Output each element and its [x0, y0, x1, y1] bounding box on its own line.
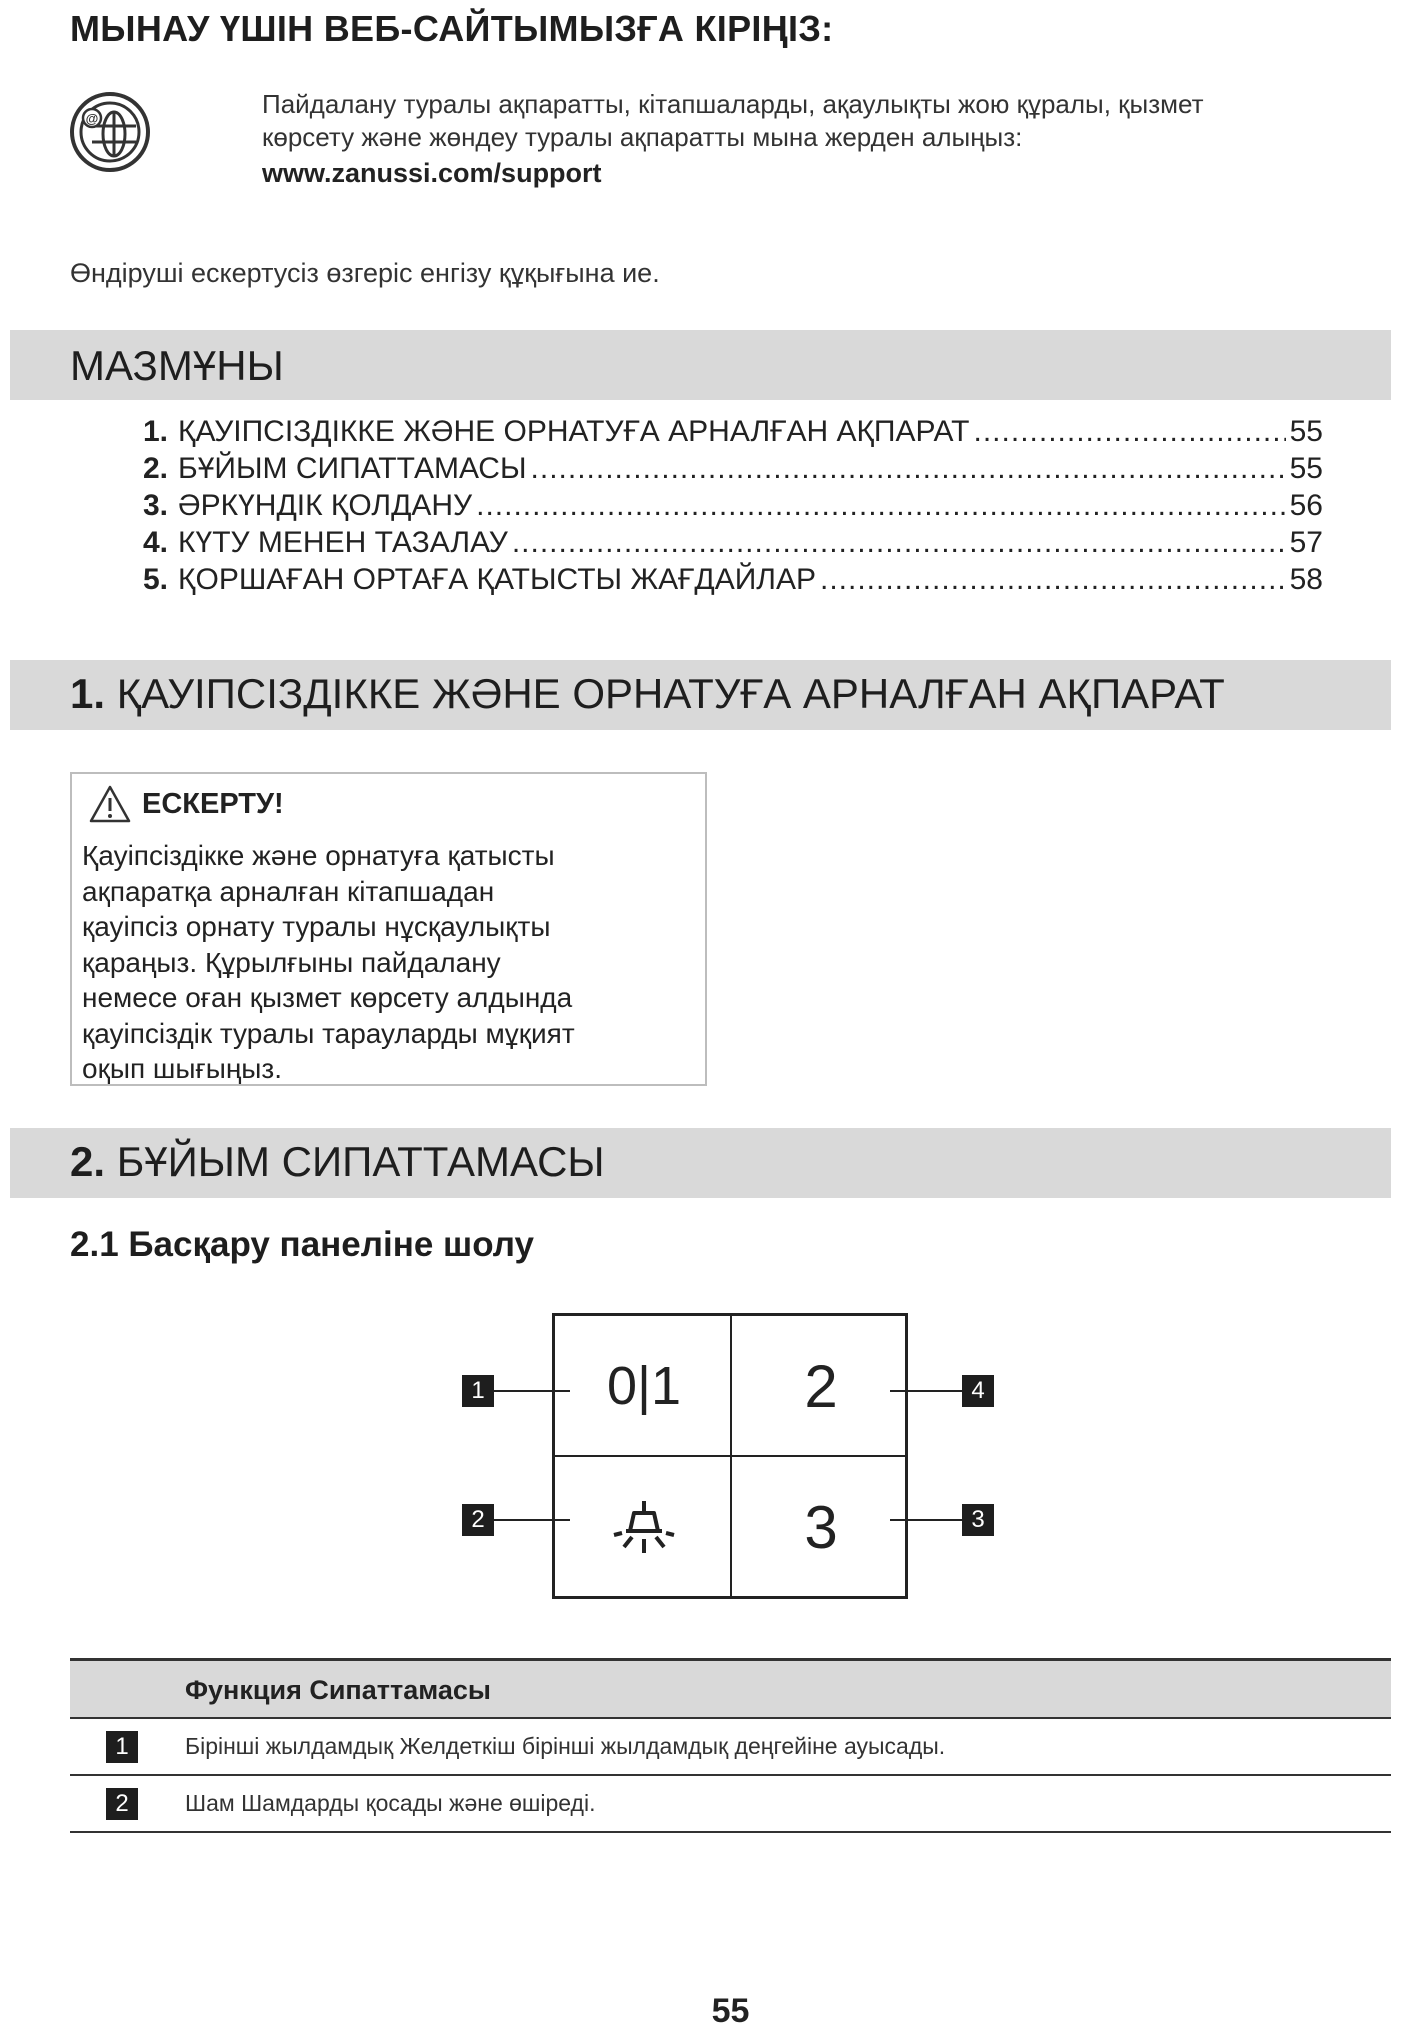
- toc-leader-dots: [820, 563, 1286, 597]
- callout-2: 2: [462, 1504, 494, 1536]
- speed-3-button[interactable]: 3: [804, 1493, 838, 1561]
- toc-item-label: ҚАУІПСІЗДІККЕ ЖӘНЕ ОРНАТУҒА АРНАЛҒАН АҚПАРАТ: [178, 415, 970, 448]
- toc-item[interactable]: [143, 563, 1323, 600]
- toc-title: МАЗМҰНЫ: [70, 342, 284, 389]
- toc-item-page: 58: [1289, 563, 1323, 596]
- warning-line: оқып шығыңыз.: [82, 1053, 283, 1084]
- toc-item-page: 55: [1289, 452, 1323, 485]
- row-description: Шам Шамдарды қосады және өшіреді.: [185, 1790, 596, 1816]
- warning-line: Қауіпсіздікке және орнатуға қатысты: [82, 840, 555, 871]
- lamp-icon: [612, 1495, 676, 1559]
- warning-heading: [88, 784, 284, 824]
- toc-item-label: БҰЙЫМ СИПАТТАМАСЫ: [178, 452, 527, 485]
- warning-triangle-icon: [88, 784, 132, 824]
- power-button[interactable]: 0|1: [606, 1356, 682, 1416]
- manufacturer-note: Өндіруші ескертусіз өзгеріс енгізу құқығына ие.: [70, 258, 660, 288]
- toc-item-label: ӘРКҮНДІК ҚОЛДАНУ: [178, 489, 473, 522]
- page-number: 55: [711, 1992, 750, 2030]
- function-table: [70, 1658, 1391, 1833]
- warning-line: немесе оған қызмет көрсету алдында: [82, 982, 573, 1013]
- warning-title: ЕСКЕРТУ!: [142, 787, 284, 820]
- subsection-title: 2.1 Басқару панеліне шолу: [70, 1225, 534, 1264]
- globe-at-icon: [68, 90, 152, 174]
- section1-header-band: [10, 660, 1391, 730]
- support-line-1: Пайдалану туралы ақпаратты, кітапшаларды, ақаулықты жою құралы, қызмет: [262, 89, 1204, 119]
- callout-1-line: [494, 1390, 570, 1392]
- section2-title: БҰЙЫМ СИПАТТАМАСЫ: [116, 1138, 605, 1185]
- section2-header-band: [10, 1128, 1391, 1198]
- toc-leader-dots: [512, 526, 1286, 560]
- svg-text:@: @: [85, 111, 99, 126]
- section1-number: 1.: [70, 670, 106, 717]
- control-panel-diagram: [552, 1313, 908, 1599]
- toc-item-number: 4.: [143, 526, 169, 559]
- toc-item-page: 57: [1289, 526, 1323, 559]
- row-number-badge: 2: [106, 1788, 138, 1820]
- callout-4: 4: [962, 1375, 994, 1407]
- callout-3-line: [890, 1519, 962, 1521]
- table-row: [70, 1719, 1391, 1776]
- support-info-text: [262, 88, 1362, 154]
- toc-item-number: 3.: [143, 489, 169, 522]
- table-row: [70, 1776, 1391, 1833]
- toc-item-number: 1.: [143, 415, 169, 448]
- toc-item[interactable]: [143, 452, 1323, 489]
- row-number-badge: 1: [106, 1731, 138, 1763]
- support-link[interactable]: www.zanussi.com/support: [262, 158, 602, 188]
- table-header: [70, 1658, 1391, 1719]
- section2-heading: [70, 1138, 605, 1186]
- page-heading: МЫНАУ ҮШІН ВЕБ-САЙТЫМЫЗҒА КІРІҢІЗ:: [70, 8, 834, 49]
- callout-1: 1: [462, 1375, 494, 1407]
- speed-2-button[interactable]: 2: [804, 1352, 838, 1420]
- table-of-contents: [143, 415, 1323, 600]
- toc-item-label: КҮТУ МЕНЕН ТАЗАЛАУ: [178, 526, 508, 559]
- row-description: Бірінші жылдамдық Желдеткіш бірінші жылдамдық деңгейіне ауысады.: [185, 1733, 946, 1759]
- warning-line: қауіпсіздік туралы тарауларды мұқият: [82, 1017, 575, 1049]
- toc-item[interactable]: [143, 526, 1323, 563]
- toc-item[interactable]: [143, 489, 1323, 526]
- toc-leader-dots: [974, 415, 1286, 449]
- support-line-2: көрсету және жөндеу туралы ақпаратты мына жерден алыңыз:: [262, 122, 1023, 152]
- section2-number: 2.: [70, 1138, 106, 1185]
- warning-text: [82, 838, 692, 1087]
- section1-title: ҚАУІПСІЗДІККЕ ЖӘНЕ ОРНАТУҒА АРНАЛҒАН АҚПАРАТ: [116, 670, 1225, 717]
- lamp-button[interactable]: [555, 1457, 733, 1597]
- toc-header-band: [10, 330, 1391, 400]
- toc-leader-dots: [531, 452, 1286, 486]
- warning-line: ақпаратқа арналған кітапшадан: [82, 875, 495, 907]
- callout-3: 3: [962, 1504, 994, 1536]
- table-header-label: Функция Сипаттамасы: [185, 1675, 491, 1705]
- callout-4-line: [890, 1390, 962, 1392]
- warning-line: қараңыз. Құрылғыны пайдалану: [82, 946, 501, 978]
- toc-item-page: 55: [1289, 415, 1323, 448]
- toc-item-number: 2.: [143, 452, 169, 485]
- toc-item-number: 5.: [143, 563, 169, 596]
- toc-item-label: ҚОРШАҒАН ОРТАҒА ҚАТЫСТЫ ЖАҒДАЙЛАР: [178, 563, 816, 596]
- section1-heading: [70, 670, 1225, 718]
- callout-2-line: [494, 1519, 570, 1521]
- toc-item-page: 56: [1289, 489, 1323, 522]
- warning-box: [70, 772, 707, 1086]
- warning-line: қауіпсіз орнату туралы нұсқаулықты: [82, 911, 551, 942]
- toc-leader-dots: [476, 489, 1286, 523]
- toc-item[interactable]: [143, 415, 1323, 452]
